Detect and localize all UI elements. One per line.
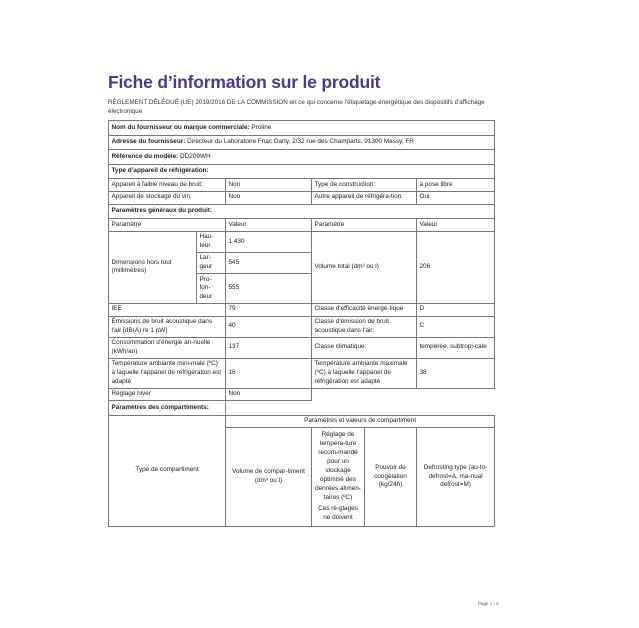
col-parameter-2: Paramètre bbox=[312, 219, 417, 232]
model-label: Référence du modèle: bbox=[111, 152, 179, 160]
compartment-type-header: Type de compartiment bbox=[109, 415, 226, 526]
temperature-row bbox=[109, 358, 495, 388]
winter-label: Réglage hiver bbox=[109, 388, 226, 401]
low-noise-row bbox=[109, 179, 495, 192]
product-information-sheet bbox=[108, 72, 494, 527]
regulation-text: RÈGLEMENT DÉLÉGUÉ (UE) 2019/2016 DE LA COMMISSION en ce qui concerne l'étiquetage énergétique des dispositifs d'affichage électronique bbox=[108, 99, 485, 115]
col-value: Valeur bbox=[226, 219, 312, 232]
other-appliance-label: Autre appareil de réfrigéra-tion: bbox=[312, 191, 417, 204]
supplier-label: Nom du fournisseur ou marque commerciale: bbox=[111, 123, 250, 131]
general-parameters-header: Paramètres généraux du produit: bbox=[109, 204, 495, 219]
low-noise-value: Non bbox=[226, 179, 312, 192]
col-parameter: Paramètre bbox=[109, 219, 226, 232]
winter-value: Non bbox=[226, 388, 312, 401]
compartment-defrost-header: Defrosting type (au-to-defrost=A, ma-nual defrost=M) bbox=[417, 428, 495, 526]
climate-value: tempérée, subtropi-cale bbox=[417, 337, 495, 358]
eei-row bbox=[109, 303, 495, 316]
width-value: 545 bbox=[226, 252, 312, 273]
compartment-values-header-row bbox=[109, 415, 495, 428]
noise-class-label: Classe d'émission de bruit acoustique dans l'air: bbox=[312, 316, 417, 337]
model-row bbox=[109, 150, 495, 165]
compartment-volume-header: Volume de compar-timent (dm³ ou l) bbox=[226, 428, 312, 526]
compartment-values-header: Paramètres et valeurs de compartiment bbox=[226, 415, 495, 428]
dimension-height-row bbox=[109, 231, 495, 252]
height-value: 1 430 bbox=[226, 231, 312, 252]
compartment-setting-note: Ces ré-glages ne doivent bbox=[318, 504, 358, 521]
depth-value: 555 bbox=[226, 274, 312, 304]
low-noise-label: Appareil à faible niveau de bruit: bbox=[109, 179, 226, 192]
dimensions-label: Dimensions hors tout (millimètres) bbox=[109, 231, 197, 303]
climate-label: Classe climatique: bbox=[312, 337, 417, 358]
consumption-row bbox=[109, 337, 495, 358]
address-label: Adresse du fournisseur: bbox=[111, 138, 186, 146]
appliance-type-header: Type d’appareil de réfrigération: bbox=[109, 164, 495, 179]
consumption-label: Consommation d'énergie an-nuelle (kWh/an) bbox=[109, 337, 226, 358]
compartment-freezing-header: Pouvoir de congélation (kg/24h) bbox=[365, 428, 417, 526]
model-value: DD209WH bbox=[180, 152, 211, 160]
address-row bbox=[109, 135, 495, 150]
page-title: Fiche d’information sur le produit bbox=[108, 72, 381, 92]
compartment-setting-header: Réglage de tempéra-ture recom-mandé pour un stockage optimisé des denrées alimen-taires (ºC) bbox=[315, 431, 361, 501]
depth-label: Pro-fon-deur bbox=[197, 274, 226, 304]
construction-value: à pose libre bbox=[417, 179, 495, 192]
supplier-row bbox=[109, 121, 495, 136]
wine-row bbox=[109, 191, 495, 204]
product-table bbox=[108, 120, 495, 527]
energy-class-value: D bbox=[417, 303, 495, 316]
noise-label: Émissions de bruit acoustique dans l'air [dB(A) re 1 pW] bbox=[109, 316, 226, 337]
page-number: Page 1 / 2 bbox=[478, 601, 499, 606]
wine-label: Appareil de stockage du vin: bbox=[109, 191, 226, 204]
address-value: Directeur du Laboratoire Fnac Darty, 2/32 rue des Champarts, 91300 Massy, FR bbox=[187, 138, 414, 146]
supplier-value: Proline bbox=[251, 123, 272, 131]
width-label: Lar-geur bbox=[197, 252, 226, 273]
noise-row bbox=[109, 316, 495, 337]
winter-row bbox=[109, 388, 495, 401]
max-temp-label: Température ambiante maximale (ºC) à laquelle l'appareil de réfrigération est adapté bbox=[312, 358, 417, 388]
eei-value: 79 bbox=[226, 303, 312, 316]
min-temp-label: Température ambiante mini-male (ºC) à laquelle l'appareil de réfrigération est adapté bbox=[109, 358, 226, 388]
other-appliance-value: Oui bbox=[417, 191, 495, 204]
compartments-header-row bbox=[109, 401, 495, 416]
total-volume-label: Volume total (dm³ ou l) bbox=[312, 231, 417, 303]
eei-label: IEE bbox=[109, 303, 226, 316]
col-value-2: Valeur bbox=[417, 219, 495, 232]
noise-value: 40 bbox=[226, 316, 312, 337]
general-header-row bbox=[109, 204, 495, 219]
total-volume-value: 206 bbox=[417, 231, 495, 303]
noise-class-value: C bbox=[417, 316, 495, 337]
appliance-type-header-row bbox=[109, 164, 495, 179]
height-label: Hau-teur bbox=[197, 231, 226, 252]
min-temp-value: 16 bbox=[226, 358, 312, 388]
construction-label: Type de construction: bbox=[312, 179, 417, 192]
energy-class-label: Classe d'efficacité énergé-tique bbox=[312, 303, 417, 316]
max-temp-value: 38 bbox=[417, 358, 495, 388]
column-header-row bbox=[109, 219, 495, 232]
compartments-header: Paramètres des compartiments: bbox=[109, 401, 226, 416]
wine-value: Non bbox=[226, 191, 312, 204]
consumption-value: 137 bbox=[226, 337, 312, 358]
